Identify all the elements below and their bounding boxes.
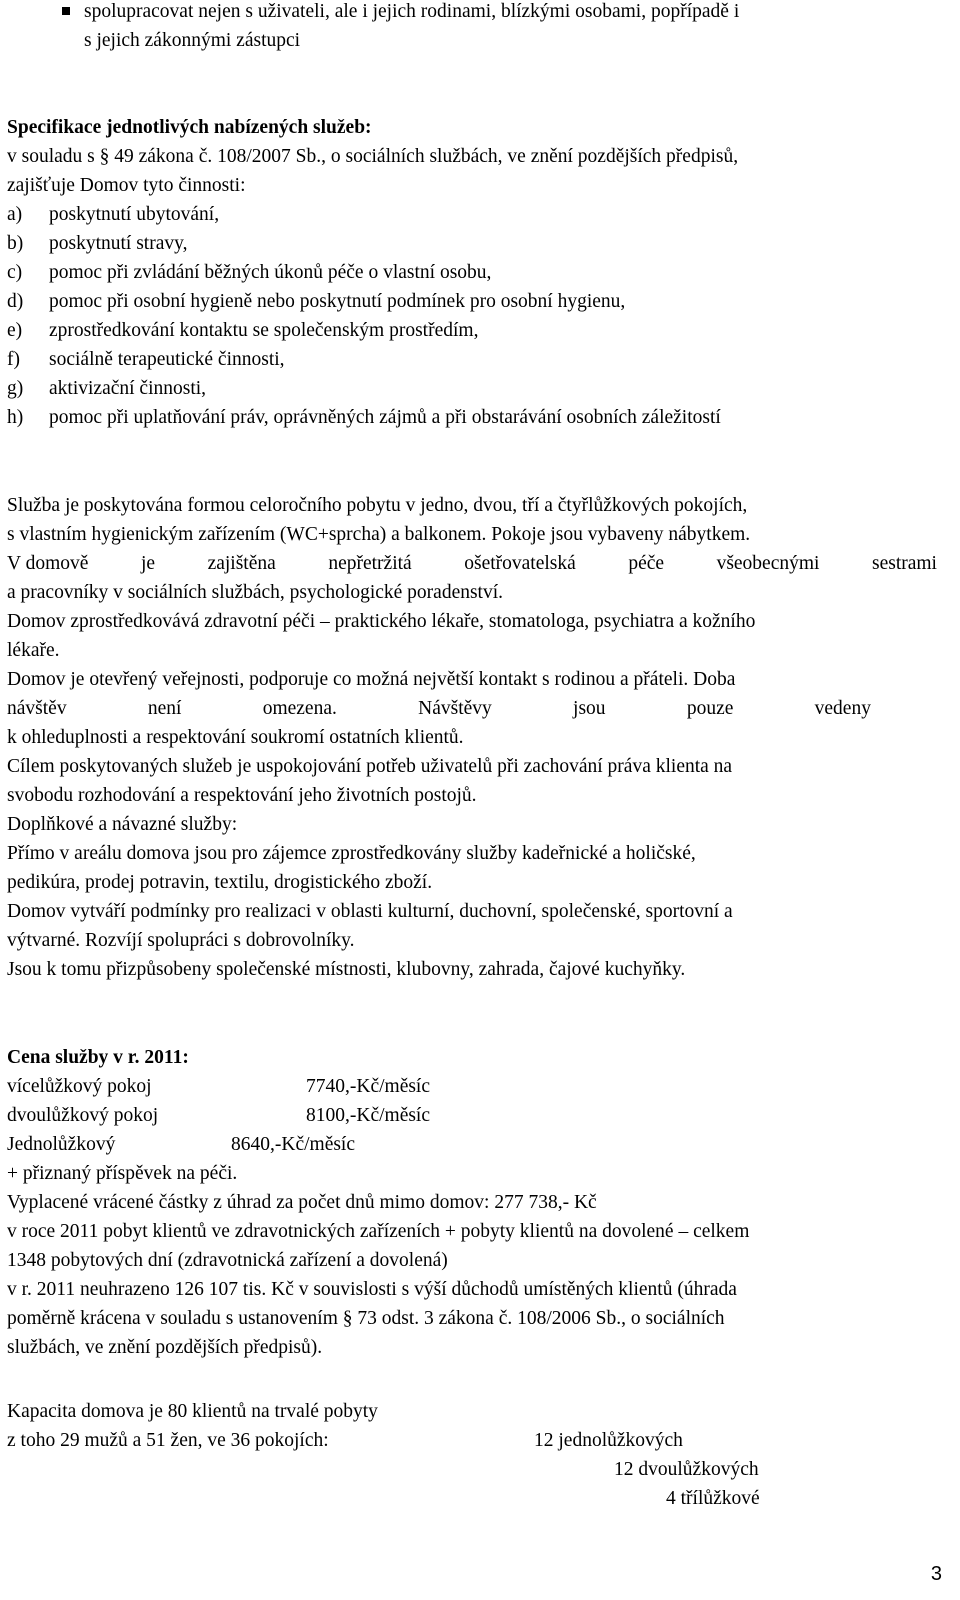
spec-intro-line1: v souladu s § 49 zákona č. 108/2007 Sb., o sociálních službách, ve znění pozdějších předpisů, bbox=[7, 146, 739, 167]
list-item: g) aktivizační činnosti, bbox=[7, 378, 207, 399]
intro-bullet-line2: s jejich zákonnými zástupci bbox=[84, 30, 301, 51]
paragraph-line: službách, ve znění pozdějších předpisů). bbox=[7, 1337, 323, 1358]
price-row-amount: 7740,-Kč/měsíc bbox=[306, 1076, 431, 1097]
paragraph-line-justified: V domově je zajištěna nepřetržitá ošetřovatelská péče všeobecnými sestrami bbox=[7, 553, 937, 574]
paragraph-line: Doplňkové a návazné služby: bbox=[7, 814, 238, 835]
paragraph-line: Domov vytváří podmínky pro realizaci v oblasti kulturní, duchovní, společenské, sportovní a bbox=[7, 901, 733, 922]
price-row-label: dvoulůžkový pokoj bbox=[7, 1105, 159, 1126]
price-row-amount: 8100,-Kč/měsíc bbox=[306, 1105, 431, 1126]
paragraph-line: v roce 2011 pobyt klientů ve zdravotnických zařízeních + pobyty klientů na dovolené – celkem bbox=[7, 1221, 750, 1242]
paragraph-line: 1348 pobytových dní (zdravotnická zařízení a dovolená) bbox=[7, 1250, 448, 1271]
price-row-label: Jednolůžkový bbox=[7, 1134, 116, 1155]
capacity-line: z toho 29 mužů a 51 žen, ve 36 pokojích: bbox=[7, 1430, 329, 1451]
square-bullet-icon bbox=[62, 7, 70, 15]
spec-heading: Specifikace jednotlivých nabízených služeb: bbox=[7, 117, 372, 138]
paragraph-line: Vyplacené vrácené částky z úhrad za počet dnů mimo domov: 277 738,- Kč bbox=[7, 1192, 597, 1213]
paragraph-line: Cílem poskytovaných služeb je uspokojování potřeb uživatelů při zachování práva klienta na bbox=[7, 756, 733, 777]
paragraph-line: Domov je otevřený veřejnosti, podporuje co možná největší kontakt s rodinou a přáteli. Doba bbox=[7, 669, 736, 690]
paragraph-line: pedikúra, prodej potravin, textilu, drogistického zboží. bbox=[7, 872, 433, 893]
intro-bullet-line1: spolupracovat nejen s uživateli, ale i jejich rodinami, blízkými osobami, popřípadě i bbox=[84, 1, 740, 22]
list-item: d) pomoc při osobní hygieně nebo poskytnutí podmínek pro osobní hygienu, bbox=[7, 291, 626, 312]
paragraph-line: lékaře. bbox=[7, 640, 60, 661]
list-item: f) sociálně terapeutické činnosti, bbox=[7, 349, 285, 370]
paragraph-line: Služba je poskytována formou celoročního pobytu v jedno, dvou, tří a čtyřlůžkových pokojích, bbox=[7, 495, 748, 516]
price-row-amount: 8640,-Kč/měsíc bbox=[231, 1134, 356, 1155]
paragraph-line-justified: návštěv není omezena. Návštěvy jsou pouze vedeny bbox=[7, 698, 871, 719]
paragraph-line: poměrně krácena v souladu s ustanovením § 73 odst. 3 zákona č. 108/2006 Sb., o sociálních bbox=[7, 1308, 725, 1329]
list-item: e) zprostředkování kontaktu se společenským prostředím, bbox=[7, 320, 479, 341]
room-count-triple: 4 třílůžkové bbox=[666, 1488, 760, 1509]
paragraph-line: výtvarné. Rozvíjí spolupráci s dobrovolníky. bbox=[7, 930, 355, 951]
list-item: b) poskytnutí stravy, bbox=[7, 233, 188, 254]
capacity-line: Kapacita domova je 80 klientů na trvalé pobyty bbox=[7, 1401, 378, 1422]
price-heading: Cena služby v r. 2011: bbox=[7, 1047, 189, 1068]
paragraph-line: s vlastním hygienickým zařízením (WC+sprcha) a balkonem. Pokoje jsou vybaveny nábytkem. bbox=[7, 524, 751, 545]
paragraph-line: k ohleduplnosti a respektování soukromí ostatních klientů. bbox=[7, 727, 464, 748]
spec-intro-line2: zajišťuje Domov tyto činnosti: bbox=[7, 175, 246, 196]
price-row-label: vícelůžkový pokoj bbox=[7, 1076, 152, 1097]
paragraph-line: Jsou k tomu přizpůsobeny společenské místnosti, klubovny, zahrada, čajové kuchyňky. bbox=[7, 959, 686, 980]
room-count-double: 12 dvoulůžkových bbox=[614, 1459, 759, 1480]
list-item: a) poskytnutí ubytování, bbox=[7, 204, 220, 225]
list-item: h) pomoc při uplatňování práv, oprávněných zájmů a při obstarávání osobních záležitostí bbox=[7, 407, 721, 428]
list-item: c) pomoc při zvládání běžných úkonů péče o vlastní osobu, bbox=[7, 262, 492, 283]
paragraph-line: v r. 2011 neuhrazeno 126 107 tis. Kč v souvislosti s výší důchodů umístěných klientů (úhrada bbox=[7, 1279, 737, 1300]
paragraph-line: a pracovníky v sociálních službách, psychologické poradenství. bbox=[7, 582, 504, 603]
room-count-single: 12 jednolůžkových bbox=[534, 1430, 683, 1451]
paragraph-line: Domov zprostředkovává zdravotní péči – praktického lékaře, stomatologa, psychiatra a kožního bbox=[7, 611, 756, 632]
paragraph-line: Přímo v areálu domova jsou pro zájemce zprostředkovány služby kadeřnické a holičské, bbox=[7, 843, 696, 864]
price-note: + přiznaný příspěvek na péči. bbox=[7, 1163, 238, 1184]
page-number: 3 bbox=[930, 1563, 942, 1585]
paragraph-line: svobodu rozhodování a respektování jeho životních postojů. bbox=[7, 785, 477, 806]
